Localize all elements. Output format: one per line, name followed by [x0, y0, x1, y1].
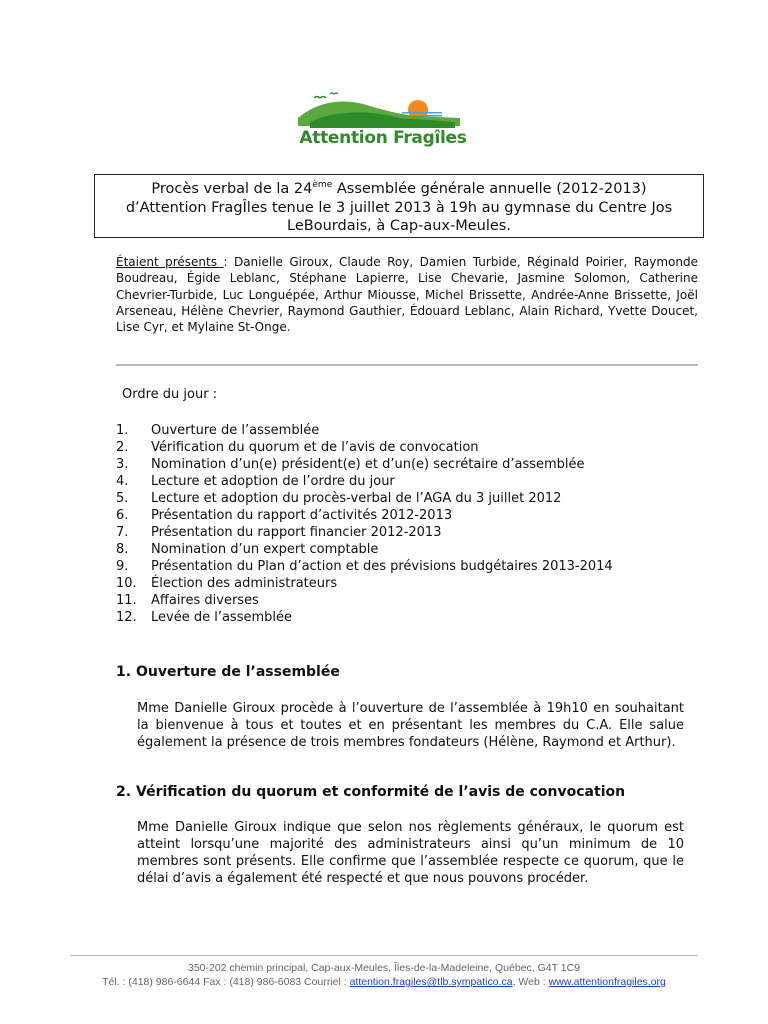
website-link[interactable]: www.attentionfragiles.org — [548, 976, 666, 988]
title-line-1-post: Assemblée générale annuelle (2012-2013) — [332, 181, 647, 197]
agenda-item: 8. Nomination d’un expert comptable — [116, 542, 379, 557]
agenda-title: Ordre du jour : — [122, 387, 218, 402]
agenda-item: 10. Élection des administrateurs — [116, 576, 338, 591]
agenda-item: 3. Nomination d’un(e) président(e) et d’un(e) secrétaire d’assemblée — [116, 457, 585, 472]
agenda-item: 2. Vérification du quorum et de l’avis de convocation — [116, 440, 479, 455]
footer-contact: Tél. : (418) 986-6644 Fax : (418) 986-6083 Courriel : attention.fragiles@tlb.sympatico.ca, Web : www.attentionfragiles.org — [102, 976, 666, 988]
section-heading: 2. Vérification du quorum et conformité de l’avis de convocation — [116, 784, 626, 800]
agenda-list — [116, 422, 716, 626]
attendees-label: Étaient présents — [116, 255, 224, 269]
section-body: Mme Danielle Giroux procède à l’ouverture de l’assemblée à 19h10 en souhaitant la bienvenue à tous et toutes et en présentant les membres du C.A. Elle salue également la présence de trois membres fondateurs (Hélène, Raymond et Arthur). — [137, 701, 684, 750]
section-heading: 1. Ouverture de l’assemblée — [116, 664, 340, 680]
logo — [290, 88, 470, 158]
agenda-item: 4. Lecture et adoption de l’ordre du jour — [116, 474, 395, 489]
title-line-1-pre: Procès verbal de la 24 — [151, 181, 313, 197]
section-body: Mme Danielle Giroux indique que selon nos règlements généraux, le quorum est atteint lorsqu’une majorité des administrateurs ainsi qu’un minimum de 10 membres sont présents. Elle confirme que l’assemblée respecte ce quorum, que le délai d’avis a également été respecté et que nous pouvons procéder. — [137, 820, 684, 886]
attendees-paragraph — [116, 254, 698, 335]
email-link[interactable]: attention.fragiles@tlb.sympatico.ca — [349, 976, 513, 988]
agenda-item: 9. Présentation du Plan d’action et des prévisions budgétaires 2013-2014 — [116, 559, 613, 574]
divider — [116, 364, 698, 366]
agenda-item: 11. Affaires diverses — [116, 593, 259, 608]
agenda-item: 6. Présentation du rapport d’activités 2012-2013 — [116, 508, 453, 523]
agenda-item: 7. Présentation du rapport financier 2012-2013 — [116, 525, 442, 540]
title-line-2: d’Attention FragÎles tenue le 3 juillet 2013 à 19h au gymnase du Centre Jos — [125, 199, 673, 216]
agenda-item: 12. Levée de l’assemblée — [116, 610, 292, 625]
attendees-list: : Danielle Giroux, Claude Roy, Damien Turbide, Réginald Poirier, Raymonde Boudreau, Égide Leblanc, Stéphane Lapierre, Lise Chevarie, Jasmine Solomon, Catherine Chevrier-Turbide, Luc Longuépée, Arthur Miousse, Michel Brissette, Andrée-Anne Brissette, Joël Arseneau, Hélène Chevrier, Raymond Gauthier, Édouard Leblanc, Alain Richard, Yvette Doucet, Lise Cyr, et Mylaine St-Onge. — [116, 255, 698, 335]
footer-divider — [70, 955, 698, 956]
agenda-item: 1. Ouverture de l’assemblée — [116, 423, 320, 438]
agenda-item: 5. Lecture et adoption du procès-verbal de l’AGA du 3 juillet 2012 — [116, 491, 562, 506]
title-superscript: ème — [312, 180, 333, 190]
logo-text: Attention Fragîles — [299, 128, 467, 148]
title-line-3: LeBourdais, à Cap-aux-Meules. — [287, 218, 511, 234]
footer-address: 350-202 chemin principal, Cap-aux-Meules, Îles-de-la-Madeleine, Québec, G4T 1C9 — [187, 962, 580, 974]
title-box — [94, 174, 704, 238]
title-line-1 — [95, 180, 703, 199]
